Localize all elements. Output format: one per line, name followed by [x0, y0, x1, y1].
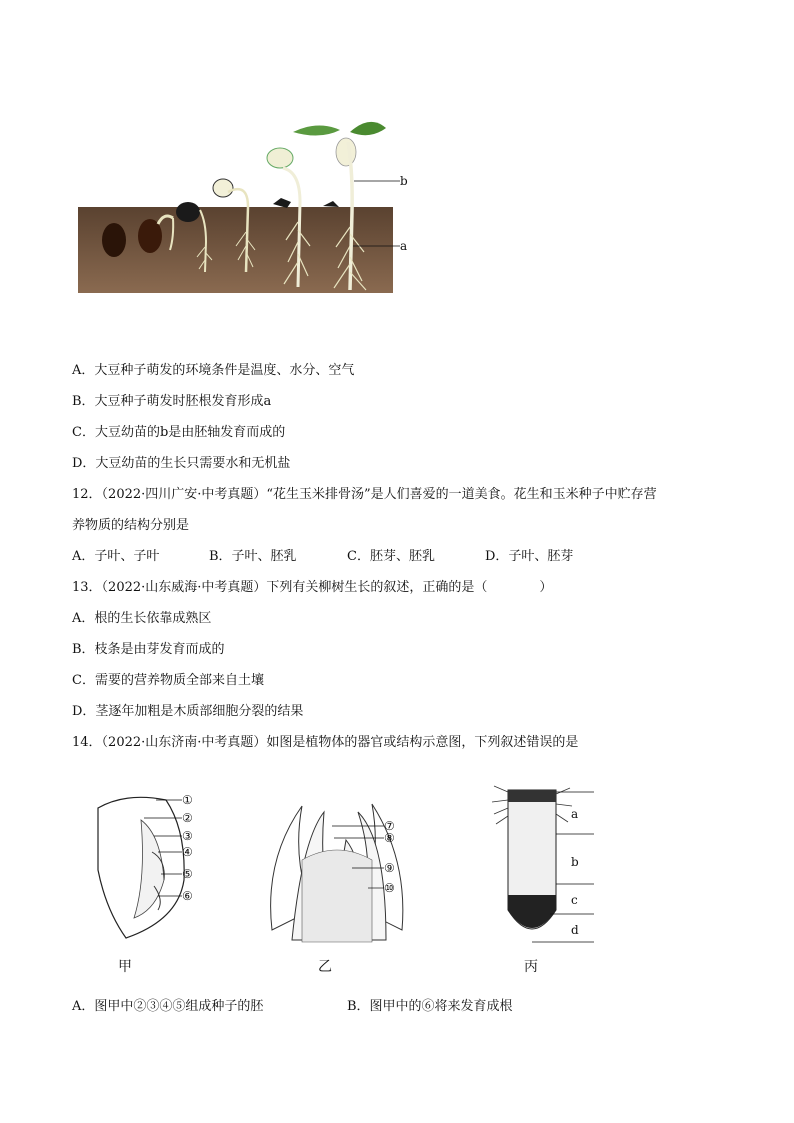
q14-option-b: B．图甲中的⑥将来发育成根: [347, 999, 513, 1014]
figure-bing-root-tip: [478, 780, 608, 950]
jia-label-6: ⑥: [182, 889, 193, 903]
root-tip-illustration: [478, 780, 608, 950]
yi-label-9: ⑨: [384, 861, 395, 875]
bing-label-c: c: [571, 893, 578, 907]
q14-options: [72, 998, 722, 1016]
q12-option-c: C．胚芽、胚乳: [347, 549, 435, 564]
q11-option-a: A．大豆种子萌发的环境条件是温度、水分、空气: [72, 363, 355, 378]
caption-yi: 乙: [318, 959, 332, 975]
bing-label-a: a: [571, 807, 579, 821]
yi-label-7: ⑦: [384, 819, 395, 833]
bud-illustration: [262, 800, 412, 950]
figure-yi-bud: [262, 800, 412, 950]
q12-options: [72, 548, 722, 566]
jia-label-3: ③: [182, 829, 193, 843]
q13-stem: 13．（2022·山东威海·中考真题）下列有关柳树生长的叙述，正确的是（ ）: [72, 580, 553, 595]
jia-label-1: ①: [182, 793, 193, 807]
caption-jia: 甲: [118, 959, 132, 975]
yi-label-8: ⑧: [384, 831, 395, 845]
q14-option-a: A．图甲中②③④⑤组成种子的胚: [72, 999, 264, 1014]
q12-stem-line1: 12．（2022·四川广安·中考真题）“花生玉米排骨汤”是人们喜爱的一道美食。花生和玉米种子中贮存营: [72, 487, 657, 502]
q13-option-b: B．枝条是由芽发育而成的: [72, 642, 225, 657]
label-b: b: [400, 174, 408, 188]
germination-figure: [78, 112, 418, 297]
q11-option-d: D．大豆幼苗的生长只需要水和无机盐: [72, 456, 291, 471]
q13-option-a: A．根的生长依靠成熟区: [72, 611, 212, 626]
label-a: a: [400, 239, 408, 253]
caption-bing: 丙: [524, 959, 538, 975]
figure-jia-corn-seed: [86, 790, 216, 950]
bing-label-b: b: [571, 855, 579, 869]
jia-label-4: ④: [182, 845, 193, 859]
q12-option-d: D．子叶、胚芽: [485, 549, 574, 564]
q12-stem-line2: 养物质的结构分别是: [72, 518, 190, 533]
q13-option-d: D．茎逐年加粗是木质部细胞分裂的结果: [72, 704, 304, 719]
q11-option-b: B．大豆种子萌发时胚根发育形成a: [72, 394, 272, 409]
corn-seed-illustration: [86, 790, 216, 950]
germination-illustration: [78, 112, 418, 297]
q11-option-c: C．大豆幼苗的b是由胚轴发育而成的: [72, 425, 286, 440]
q13-option-c: C．需要的营养物质全部来自土壤: [72, 673, 264, 688]
bing-label-d: d: [571, 923, 579, 937]
yi-label-10: ⑩: [384, 881, 395, 895]
q12-option-b: B．子叶、胚乳: [209, 549, 297, 564]
jia-label-5: ⑤: [182, 867, 193, 881]
q12-option-a: A．子叶、子叶: [72, 549, 160, 564]
q14-stem: 14．（2022·山东济南·中考真题）如图是植物体的器官或结构示意图，下列叙述错误的是: [72, 735, 579, 750]
jia-label-2: ②: [182, 811, 193, 825]
